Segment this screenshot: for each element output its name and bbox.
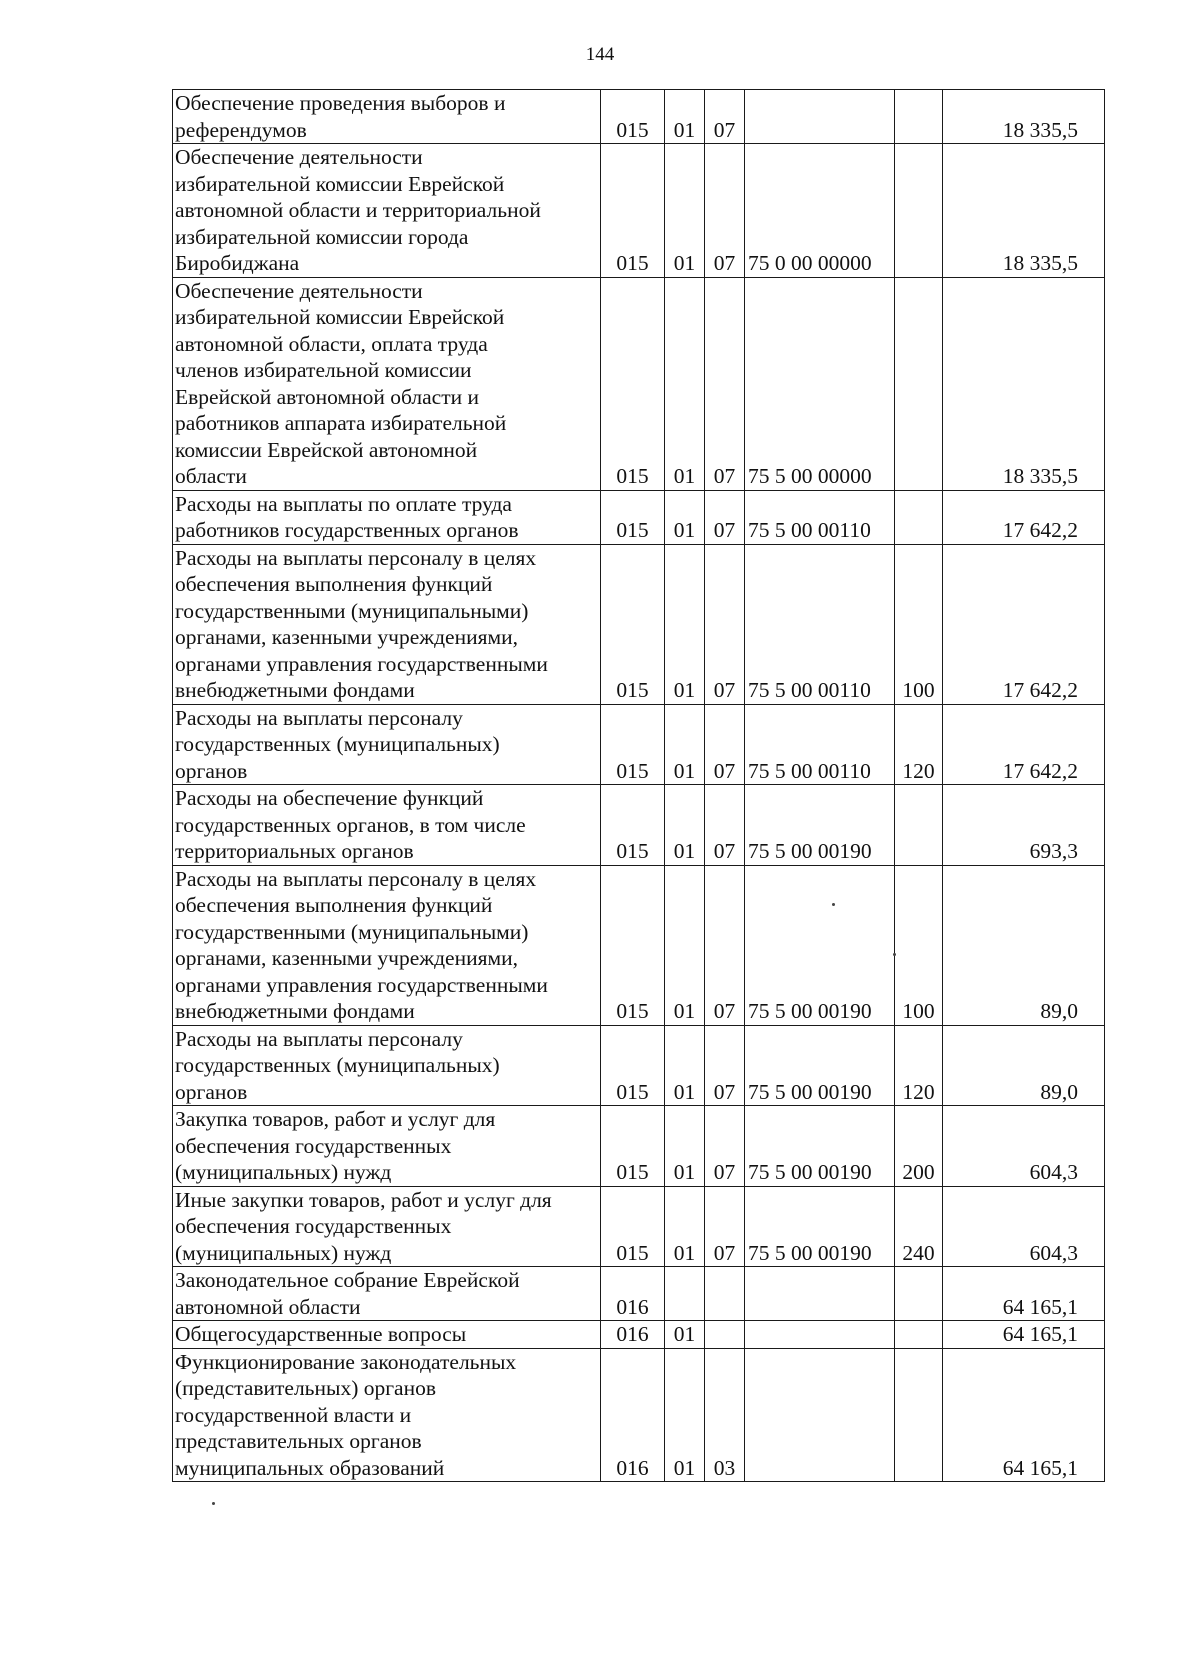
- admin-code-cell: 015: [601, 785, 665, 866]
- subsection-code-cell: 07: [705, 704, 745, 785]
- expense-type-code-cell: 240: [895, 1186, 943, 1267]
- expense-type-code-cell: [895, 785, 943, 866]
- table-row: [173, 1186, 1105, 1267]
- section-code-cell: 01: [665, 704, 705, 785]
- budget-table-body: [173, 90, 1105, 1482]
- row-name-cell: Обеспечение деятельности избирательной комиссии Еврейской автономной области и территориальной избирательной комиссии города Биробиджана: [173, 144, 601, 278]
- target-item-code-cell: 75 5 00 00000: [745, 277, 895, 490]
- table-row: [173, 1025, 1105, 1106]
- amount-cell: 604,3: [943, 1186, 1105, 1267]
- budget-table: [172, 89, 1105, 1482]
- table-row: [173, 490, 1105, 544]
- expense-type-code-cell: 100: [895, 544, 943, 704]
- admin-code-cell: 016: [601, 1348, 665, 1482]
- target-item-code-cell: 75 5 00 00190: [745, 785, 895, 866]
- target-item-code-cell: 75 5 00 00110: [745, 704, 895, 785]
- subsection-code-cell: 07: [705, 544, 745, 704]
- target-item-code-cell: 75 5 00 00110: [745, 490, 895, 544]
- amount-cell: 89,0: [943, 865, 1105, 1025]
- section-code-cell: 01: [665, 865, 705, 1025]
- row-name-cell: Общегосударственные вопросы: [173, 1321, 601, 1349]
- amount-cell: 18 335,5: [943, 277, 1105, 490]
- section-code-cell: 01: [665, 785, 705, 866]
- amount-cell: 693,3: [943, 785, 1105, 866]
- table-row: [173, 1106, 1105, 1187]
- section-code-cell: 01: [665, 1025, 705, 1106]
- expense-type-code-cell: [895, 1267, 943, 1321]
- admin-code-cell: 015: [601, 865, 665, 1025]
- expense-type-code-cell: [895, 277, 943, 490]
- scan-speck: [212, 1502, 215, 1505]
- table-row: [173, 1321, 1105, 1349]
- expense-type-code-cell: 120: [895, 1025, 943, 1106]
- expense-type-code-cell: [895, 1321, 943, 1349]
- table-row: [173, 144, 1105, 278]
- amount-cell: 17 642,2: [943, 704, 1105, 785]
- row-name-cell: Расходы на обеспечение функций государственных органов, в том числе территориальных органов: [173, 785, 601, 866]
- row-name-cell: Расходы на выплаты персоналу государственных (муниципальных) органов: [173, 704, 601, 785]
- target-item-code-cell: 75 5 00 00190: [745, 1106, 895, 1187]
- amount-cell: 89,0: [943, 1025, 1105, 1106]
- section-code-cell: 01: [665, 90, 705, 144]
- amount-cell: 18 335,5: [943, 90, 1105, 144]
- expense-type-code-cell: [895, 144, 943, 278]
- target-item-code-cell: 75 5 00 00190: [745, 1186, 895, 1267]
- table-row: [173, 1348, 1105, 1482]
- admin-code-cell: 015: [601, 144, 665, 278]
- row-name-cell: Функционирование законодательных (представительных) органов государственной власти и представительных органов муниципальных образований: [173, 1348, 601, 1482]
- admin-code-cell: 016: [601, 1267, 665, 1321]
- subsection-code-cell: [705, 1267, 745, 1321]
- subsection-code-cell: 07: [705, 144, 745, 278]
- amount-cell: 17 642,2: [943, 490, 1105, 544]
- table-row: [173, 277, 1105, 490]
- section-code-cell: [665, 1267, 705, 1321]
- row-name-cell: Обеспечение проведения выборов и референдумов: [173, 90, 601, 144]
- page-number: 144: [585, 44, 615, 65]
- target-item-code-cell: 75 5 00 00190: [745, 1025, 895, 1106]
- subsection-code-cell: 07: [705, 1025, 745, 1106]
- row-name-cell: Расходы на выплаты персоналу в целях обеспечения выполнения функций государственными (муниципальными) органами, казенными учреждениями, органами управления государственными внебюджетными фондами: [173, 865, 601, 1025]
- admin-code-cell: 015: [601, 490, 665, 544]
- expense-type-code-cell: [895, 490, 943, 544]
- section-code-cell: 01: [665, 1186, 705, 1267]
- section-code-cell: 01: [665, 144, 705, 278]
- scan-speck: [893, 953, 896, 956]
- subsection-code-cell: [705, 1321, 745, 1349]
- target-item-code-cell: 75 5 00 00190: [745, 865, 895, 1025]
- amount-cell: 64 165,1: [943, 1267, 1105, 1321]
- section-code-cell: 01: [665, 1321, 705, 1349]
- amount-cell: 604,3: [943, 1106, 1105, 1187]
- row-name-cell: Расходы на выплаты персоналу государственных (муниципальных) органов: [173, 1025, 601, 1106]
- table-row: [173, 785, 1105, 866]
- target-item-code-cell: [745, 1348, 895, 1482]
- subsection-code-cell: 07: [705, 1186, 745, 1267]
- subsection-code-cell: 07: [705, 1106, 745, 1187]
- row-name-cell: Расходы на выплаты персоналу в целях обеспечения выполнения функций государственными (муниципальными) органами, казенными учреждениями, органами управления государственными внебюджетными фондами: [173, 544, 601, 704]
- table-row: [173, 544, 1105, 704]
- table-row: [173, 865, 1105, 1025]
- target-item-code-cell: [745, 90, 895, 144]
- row-name-cell: Иные закупки товаров, работ и услуг для обеспечения государственных (муниципальных) нужд: [173, 1186, 601, 1267]
- admin-code-cell: 015: [601, 1186, 665, 1267]
- row-name-cell: Обеспечение деятельности избирательной комиссии Еврейской автономной области, оплата труда членов избирательной комиссии Еврейской автономной области и работников аппарата избирательной комиссии Еврейской автономной области: [173, 277, 601, 490]
- amount-cell: 64 165,1: [943, 1348, 1105, 1482]
- section-code-cell: 01: [665, 544, 705, 704]
- section-code-cell: 01: [665, 1348, 705, 1482]
- scan-speck: [832, 903, 835, 906]
- expense-type-code-cell: 100: [895, 865, 943, 1025]
- row-name-cell: Законодательное собрание Еврейской автономной области: [173, 1267, 601, 1321]
- expense-type-code-cell: 200: [895, 1106, 943, 1187]
- admin-code-cell: 015: [601, 704, 665, 785]
- target-item-code-cell: [745, 1321, 895, 1349]
- table-row: [173, 704, 1105, 785]
- admin-code-cell: 015: [601, 277, 665, 490]
- section-code-cell: 01: [665, 1106, 705, 1187]
- admin-code-cell: 015: [601, 90, 665, 144]
- subsection-code-cell: 07: [705, 490, 745, 544]
- subsection-code-cell: 07: [705, 277, 745, 490]
- section-code-cell: 01: [665, 277, 705, 490]
- admin-code-cell: 016: [601, 1321, 665, 1349]
- admin-code-cell: 015: [601, 544, 665, 704]
- row-name-cell: Закупка товаров, работ и услуг для обеспечения государственных (муниципальных) нужд: [173, 1106, 601, 1187]
- target-item-code-cell: 75 5 00 00110: [745, 544, 895, 704]
- table-row: [173, 90, 1105, 144]
- subsection-code-cell: 07: [705, 90, 745, 144]
- subsection-code-cell: 07: [705, 785, 745, 866]
- amount-cell: 17 642,2: [943, 544, 1105, 704]
- amount-cell: 18 335,5: [943, 144, 1105, 278]
- expense-type-code-cell: [895, 90, 943, 144]
- admin-code-cell: 015: [601, 1106, 665, 1187]
- admin-code-cell: 015: [601, 1025, 665, 1106]
- expense-type-code-cell: [895, 1348, 943, 1482]
- section-code-cell: 01: [665, 490, 705, 544]
- amount-cell: 64 165,1: [943, 1321, 1105, 1349]
- target-item-code-cell: [745, 1267, 895, 1321]
- expense-type-code-cell: 120: [895, 704, 943, 785]
- table-row: [173, 1267, 1105, 1321]
- subsection-code-cell: 07: [705, 865, 745, 1025]
- target-item-code-cell: 75 0 00 00000: [745, 144, 895, 278]
- subsection-code-cell: 03: [705, 1348, 745, 1482]
- row-name-cell: Расходы на выплаты по оплате труда работников государственных органов: [173, 490, 601, 544]
